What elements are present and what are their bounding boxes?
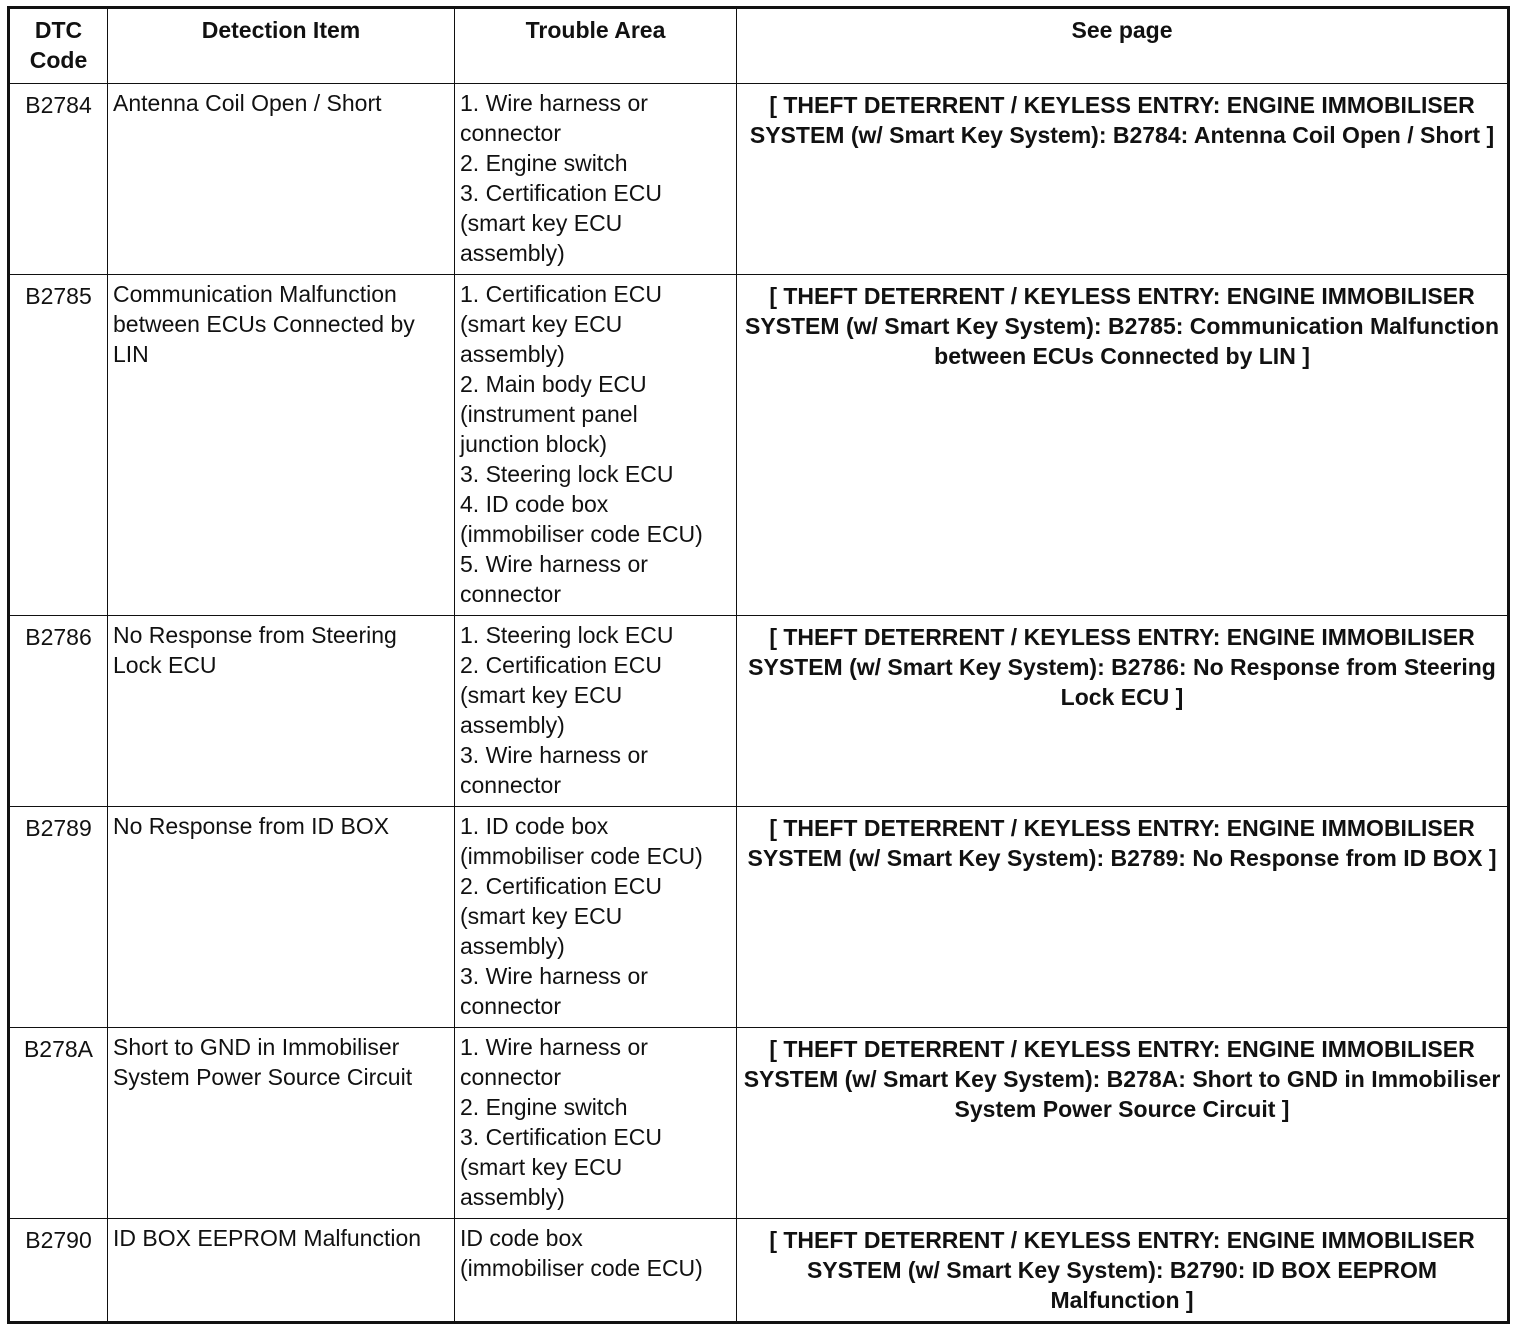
table-row bbox=[9, 84, 1509, 275]
dtc-code-cell: B2790 bbox=[9, 1219, 108, 1323]
trouble-area-line: connector bbox=[460, 120, 562, 146]
see-page-link[interactable]: [ THEFT DETERRENT / KEYLESS ENTRY: ENGINE IMMOBILISER SYSTEM (w/ Smart Key System): B2790: ID BOX EEPROM Malfunction ] bbox=[737, 1219, 1509, 1323]
trouble-area-line: connector bbox=[460, 1064, 562, 1090]
trouble-area-cell bbox=[455, 275, 737, 616]
trouble-area-cell bbox=[455, 616, 737, 807]
trouble-area-line: 3. Wire harness or bbox=[460, 963, 648, 989]
trouble-area-line: assembly) bbox=[460, 933, 565, 959]
trouble-area-line: 3. Steering lock ECU bbox=[460, 461, 674, 487]
dtc-table bbox=[7, 6, 1510, 1324]
detection-item-cell: No Response from ID BOX bbox=[108, 807, 455, 1028]
see-page-link[interactable]: [ THEFT DETERRENT / KEYLESS ENTRY: ENGINE IMMOBILISER SYSTEM (w/ Smart Key System): B2784: Antenna Coil Open / Short ] bbox=[737, 84, 1509, 275]
trouble-area-line: 1. Wire harness or bbox=[460, 1034, 648, 1060]
trouble-area-line: 3. Wire harness or bbox=[460, 742, 648, 768]
see-page-link[interactable]: [ THEFT DETERRENT / KEYLESS ENTRY: ENGINE IMMOBILISER SYSTEM (w/ Smart Key System): B2786: No Response from Steering Lock ECU ] bbox=[737, 616, 1509, 807]
trouble-area-line: (immobiliser code ECU) bbox=[460, 521, 703, 547]
dtc-code-cell: B2789 bbox=[9, 807, 108, 1028]
trouble-area-line: 1. Steering lock ECU bbox=[460, 622, 674, 648]
trouble-area-line: connector bbox=[460, 581, 562, 607]
trouble-area-line: 3. Certification ECU bbox=[460, 1124, 662, 1150]
table-row bbox=[9, 1219, 1509, 1323]
header-trouble-area: Trouble Area bbox=[455, 8, 737, 84]
trouble-area-line: 3. Certification ECU bbox=[460, 180, 662, 206]
trouble-area-cell bbox=[455, 1219, 737, 1323]
detection-item-cell: ID BOX EEPROM Malfunction bbox=[108, 1219, 455, 1323]
trouble-area-line: 2. Engine switch bbox=[460, 1094, 628, 1120]
detection-item-cell: Communication Malfunction between ECUs Connected by LIN bbox=[108, 275, 455, 616]
trouble-area-line: (instrument panel bbox=[460, 401, 638, 427]
trouble-area-line: 1. Wire harness or bbox=[460, 90, 648, 116]
detection-item-cell: Short to GND in Immobiliser System Power Source Circuit bbox=[108, 1028, 455, 1219]
table-row bbox=[9, 616, 1509, 807]
dtc-code-cell: B2786 bbox=[9, 616, 108, 807]
trouble-area-line: (smart key ECU bbox=[460, 210, 623, 236]
detection-item-cell: No Response from Steering Lock ECU bbox=[108, 616, 455, 807]
trouble-area-line: 2. Certification ECU bbox=[460, 652, 662, 678]
trouble-area-line: assembly) bbox=[460, 341, 565, 367]
trouble-area-line: junction block) bbox=[460, 431, 608, 457]
trouble-area-line: assembly) bbox=[460, 712, 565, 738]
header-detection-item: Detection Item bbox=[108, 8, 455, 84]
see-page-link[interactable]: [ THEFT DETERRENT / KEYLESS ENTRY: ENGINE IMMOBILISER SYSTEM (w/ Smart Key System): B278A: Short to GND in Immobiliser System Power Source Circuit ] bbox=[737, 1028, 1509, 1219]
dtc-code-cell: B2785 bbox=[9, 275, 108, 616]
trouble-area-line: (immobiliser code ECU) bbox=[460, 843, 703, 869]
see-page-link[interactable]: [ THEFT DETERRENT / KEYLESS ENTRY: ENGINE IMMOBILISER SYSTEM (w/ Smart Key System): B2789: No Response from ID BOX ] bbox=[737, 807, 1509, 1028]
trouble-area-line: connector bbox=[460, 772, 562, 798]
trouble-area-line: (smart key ECU bbox=[460, 903, 623, 929]
header-row bbox=[9, 8, 1509, 84]
trouble-area-line: connector bbox=[460, 993, 562, 1019]
dtc-code-cell: B2784 bbox=[9, 84, 108, 275]
table-row bbox=[9, 275, 1509, 616]
table-row bbox=[9, 807, 1509, 1028]
trouble-area-line: 5. Wire harness or bbox=[460, 551, 648, 577]
trouble-area-line: 4. ID code box bbox=[460, 491, 609, 517]
trouble-area-cell bbox=[455, 84, 737, 275]
header-see-page: See page bbox=[737, 8, 1509, 84]
trouble-area-line: assembly) bbox=[460, 240, 565, 266]
trouble-area-line: 1. Certification ECU bbox=[460, 281, 662, 307]
trouble-area-line: assembly) bbox=[460, 1184, 565, 1210]
see-page-link[interactable]: [ THEFT DETERRENT / KEYLESS ENTRY: ENGINE IMMOBILISER SYSTEM (w/ Smart Key System): B2785: Communication Malfunction between ECUs Connected by LIN ] bbox=[737, 275, 1509, 616]
trouble-area-cell bbox=[455, 1028, 737, 1219]
dtc-code-cell: B278A bbox=[9, 1028, 108, 1219]
trouble-area-cell bbox=[455, 807, 737, 1028]
trouble-area-line: (smart key ECU bbox=[460, 1154, 623, 1180]
trouble-area-line: 2. Main body ECU bbox=[460, 371, 647, 397]
header-dtc-code: DTC Code bbox=[9, 8, 108, 84]
trouble-area-line: 1. ID code box bbox=[460, 813, 609, 839]
trouble-area-line: ID code box bbox=[460, 1225, 583, 1251]
trouble-area-line: (smart key ECU bbox=[460, 311, 623, 337]
detection-item-cell: Antenna Coil Open / Short bbox=[108, 84, 455, 275]
table-row bbox=[9, 1028, 1509, 1219]
trouble-area-line: 2. Certification ECU bbox=[460, 873, 662, 899]
trouble-area-line: 2. Engine switch bbox=[460, 150, 628, 176]
trouble-area-line: (smart key ECU bbox=[460, 682, 623, 708]
trouble-area-line: (immobiliser code ECU) bbox=[460, 1255, 703, 1281]
